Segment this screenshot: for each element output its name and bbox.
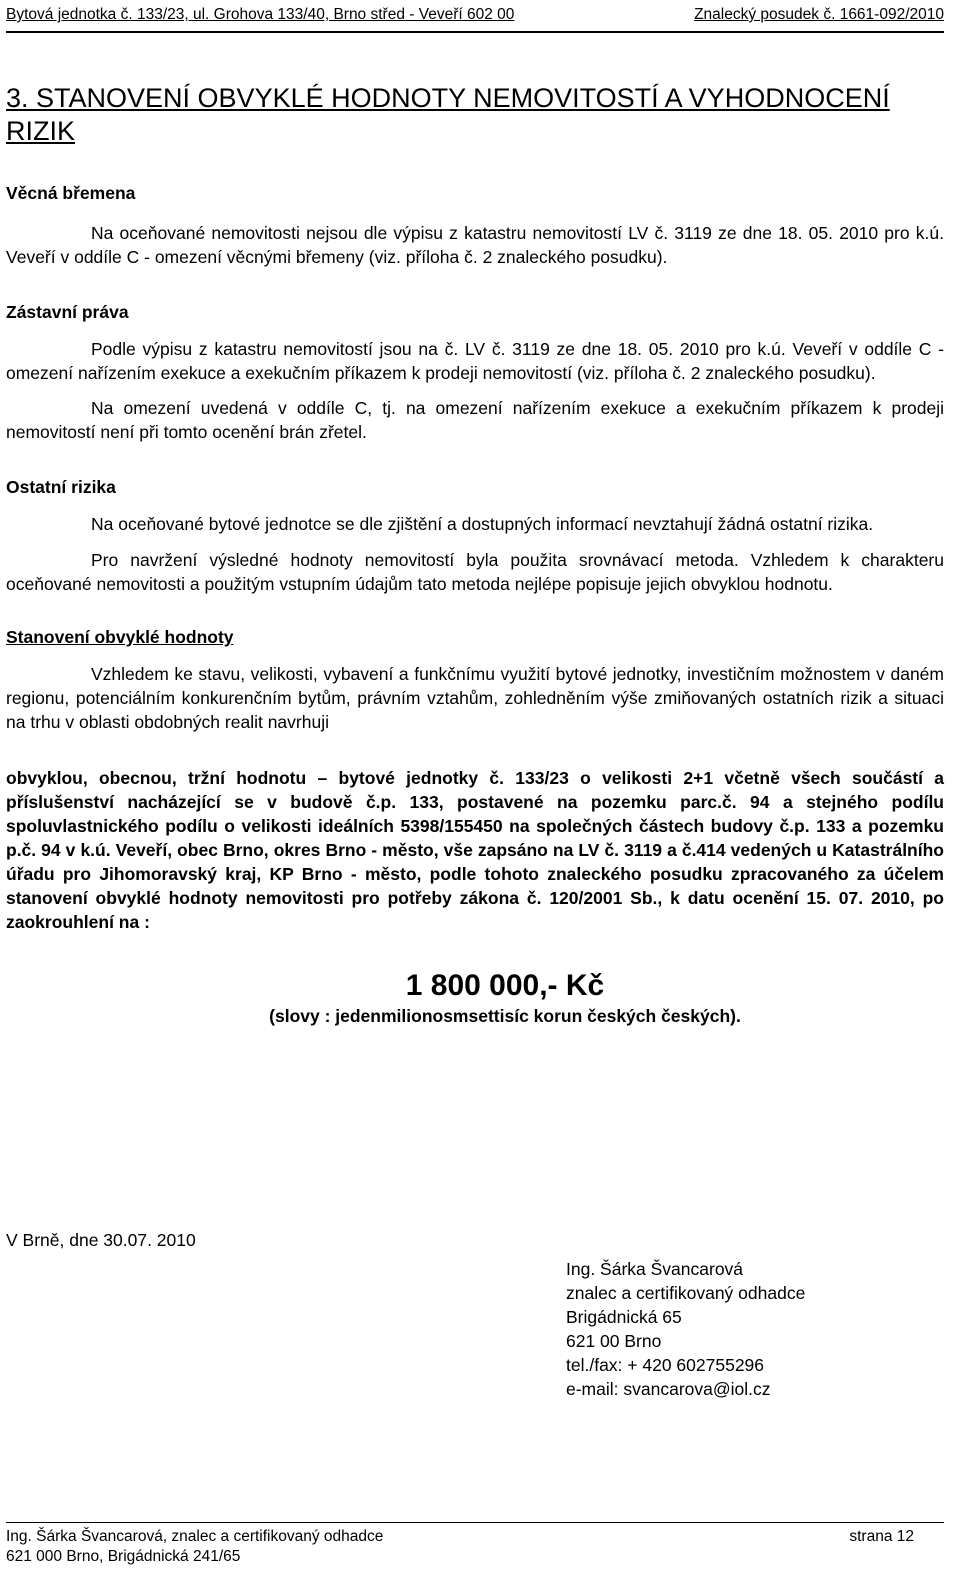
signature-block	[566, 1257, 805, 1401]
section-title: 3. STANOVENÍ OBVYKLÉ HODNOTY NEMOVITOSTÍ A VYHODNOCENÍ RIZIK	[6, 83, 890, 146]
heading-vecna-bremena: Věcná břemena	[6, 183, 136, 203]
footer-divider	[6, 1522, 944, 1523]
ostatni-rizika-text-1: Na oceňované bytové jednotce se dle zjištění a dostupných informací nevztahují žádná ostatní rizika.	[91, 514, 874, 534]
page-number: strana 12	[849, 1528, 914, 1545]
signature-name: Ing. Šárka Švancarová	[566, 1259, 744, 1279]
footer-address: 621 000 Brno, Brigádnická 241/65	[6, 1548, 241, 1565]
page-footer	[6, 1527, 944, 1567]
zastavni-prava-text-2: Na omezení uvedená v oddíle C, tj. na omezení nařízením exekuce a exekučním příkazem k prodeji nemovitostí není při tomto ocenění brán zřetel.	[6, 398, 944, 442]
stanoveni-text-1: Vzhledem ke stavu, velikosti, vybavení a funkčnímu využití bytové jednotky, investičním možnostem v daném regionu, potenciálním konkurenčním bytům, právním vztahům, zohledněním výše zmiňovaných ostatních rizik a situaci na trhu v oblasti obdobných realit navrhuji	[6, 664, 944, 732]
heading-zastavni-prava: Zástavní práva	[6, 302, 129, 322]
place-date: V Brně, dne 30.07. 2010	[6, 1230, 196, 1250]
footer-author: Ing. Šárka Švancarová, znalec a certifikovaný odhadce	[6, 1528, 384, 1545]
document-body	[6, 82, 944, 1028]
header-right: Znalecký posudek č. 1661-092/2010	[694, 6, 944, 23]
ostatni-rizika-text-2: Pro navržení výsledné hodnoty nemovitostí byla použita srovnávací metoda. Vzhledem k charakteru oceňované nemovitosti a použitým vstupním údajům tato metoda nejlépe popisuje jejich obvyklou hodnotu.	[6, 550, 944, 594]
stanoveni-text-2: obvyklou, obecnou, tržní hodnotu – bytové jednotky č. 133/23 o velikosti 2+1 včetně všech součástí a příslušenství nacházející se v budově č.p. 133, postavené na pozemku parc.č. 94 a stejného podílu spoluvlastnického podílu o velikosti ideálních 5398/155450 na společných částech budovy č.p. 133 a pozemku p.č. 94 v k.ú. Veveří, obec Brno, okres Brno - město, vše zapsáno na LV č. 3119 a č.414 vedených u Katastrálního úřadu pro Jihomoravský kraj, KP Brno - město, podle tohoto znaleckého posudku zpracovaného za účelem stanovení obvyklé hodnoty nemovitosti pro potřeby zákona č. 120/2001 Sb., k datu ocenění 15. 07. 2010, po zaokrouhlení na :	[6, 768, 944, 932]
signature-city: 621 00 Brno	[566, 1331, 662, 1351]
page-header	[6, 5, 944, 25]
signature-phone: tel./fax: + 420 602755296	[566, 1355, 765, 1375]
header-divider	[6, 31, 944, 33]
signature-street: Brigádnická 65	[566, 1307, 682, 1327]
signature-email: e-mail: svancarova@iol.cz	[566, 1379, 771, 1399]
signature-role: znalec a certifikovaný odhadce	[566, 1283, 806, 1303]
vecna-bremena-text: Na oceňované nemovitosti nejsou dle výpisu z katastru nemovitostí LV č. 3119 ze dne 18. 05. 2010 pro k.ú. Veveří v oddíle C - omezení věcnými břemeny (viz. příloha č. 2 znaleckého posudku).	[6, 223, 944, 267]
result-value: 1 800 000,- Kč	[405, 969, 605, 1002]
heading-stanoveni: Stanovení obvyklé hodnoty	[6, 627, 234, 647]
header-left: Bytová jednotka č. 133/23, ul. Grohova 133/40, Brno střed - Veveří 602 00	[6, 6, 515, 23]
result-words: (slovy : jedenmilionosmsettisíc korun českých českých).	[269, 1006, 741, 1026]
zastavni-prava-text-1: Podle výpisu z katastru nemovitostí jsou na č. LV č. 3119 ze dne 18. 05. 2010 pro k.ú. Veveří v oddíle C - omezení nařízením exekuce a exekučním příkazem k prodeji nemovitostí (viz. příloha č. 2 znaleckého posudku).	[6, 339, 944, 383]
heading-ostatni-rizika: Ostatní rizika	[6, 477, 116, 497]
